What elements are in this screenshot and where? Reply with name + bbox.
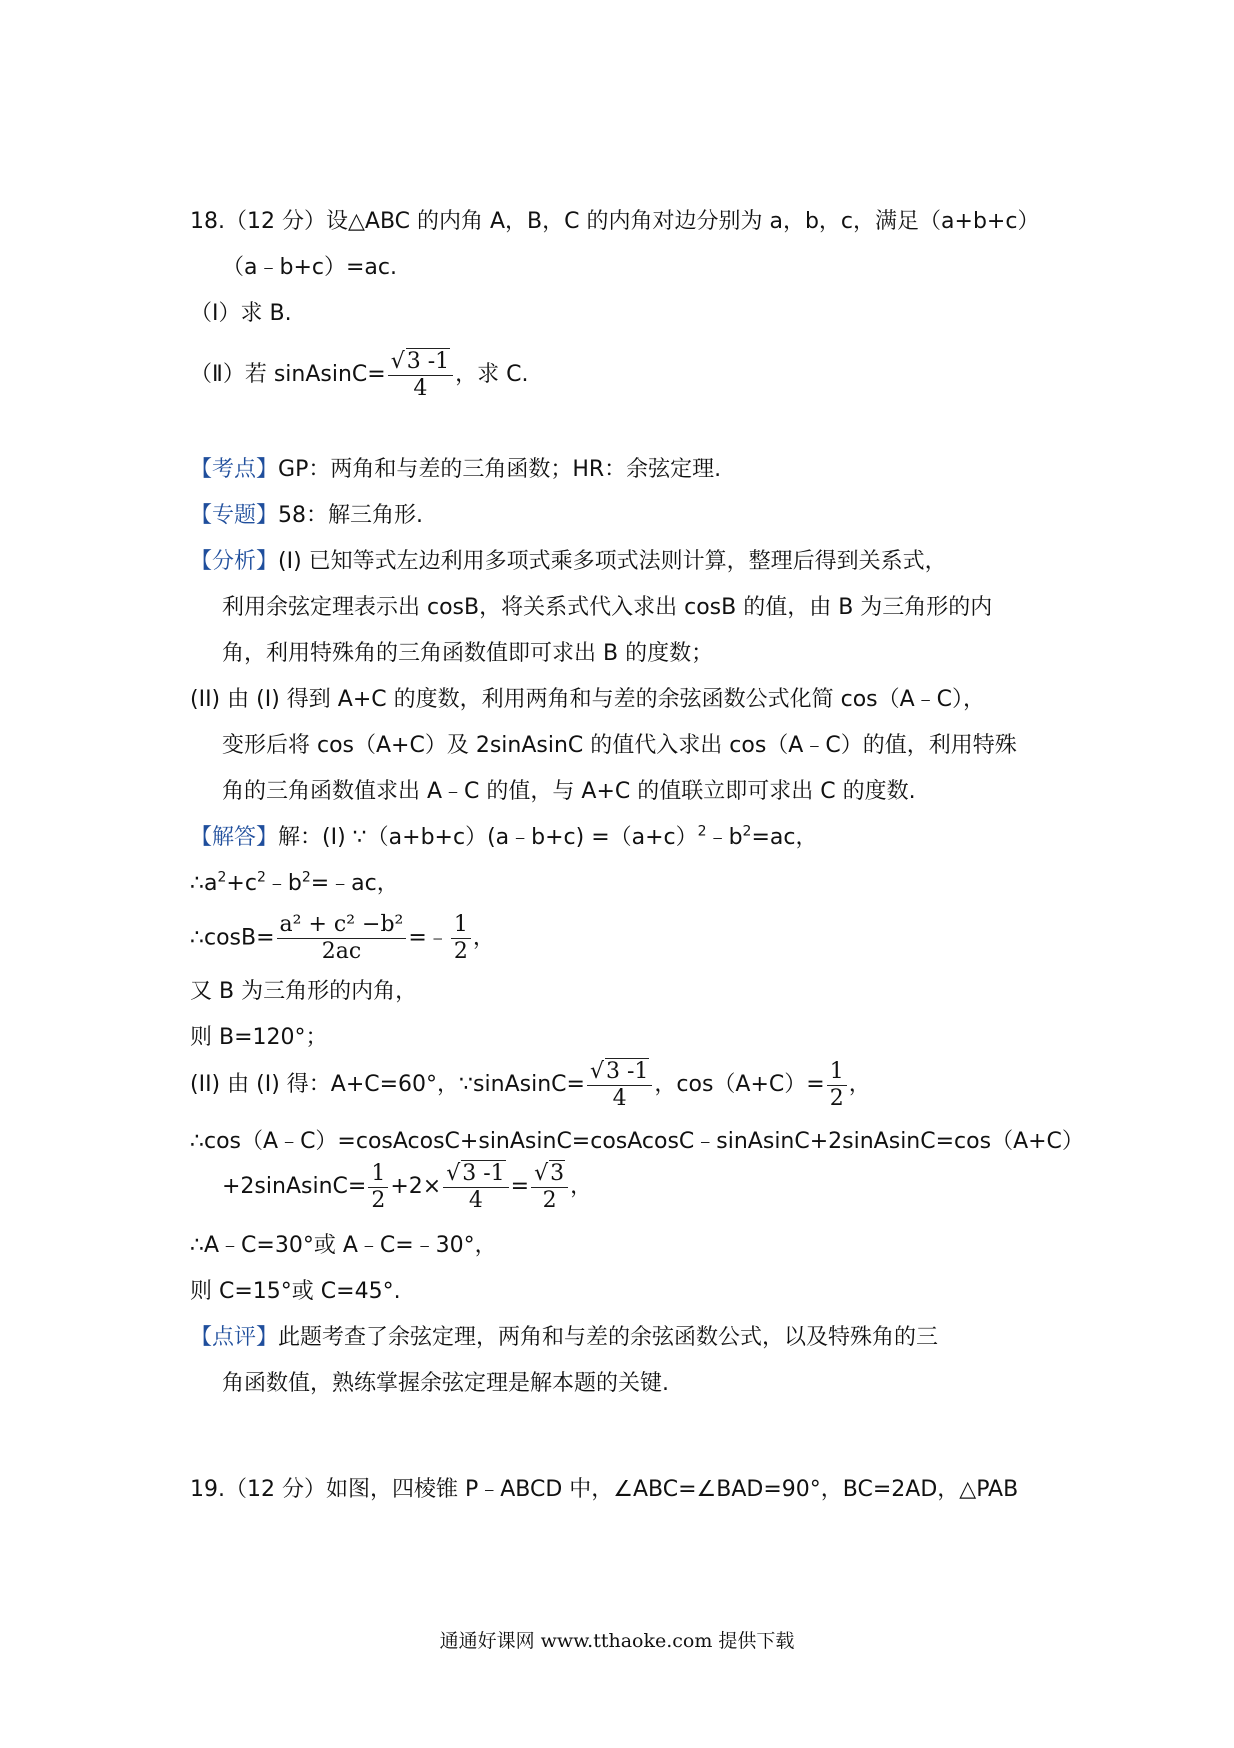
dianping-line-2: 角函数值，熟练掌握余弦定理是解本题的关键. <box>222 1371 669 1396</box>
jieda-line-7: ∴cos（A﹣C）=cosAcosC+sinAsinC=cosAcosC﹣sinAsinC+2sinAsinC=cos（A+C） <box>190 1129 1084 1154</box>
fraction-half <box>827 1059 847 1112</box>
fenxi-line-3: 角，利用特殊角的三角函数值即可求出 B 的度数； <box>222 641 714 666</box>
fraction-numerator: 3 <box>550 1161 565 1186</box>
fraction-numerator: 1 <box>451 912 471 939</box>
fenxi-text-1: (I) 已知等式左边利用多项式乘多项式法则计算，整理后得到关系式， <box>278 549 947 574</box>
sqrt-sign: √ <box>534 1161 549 1186</box>
text: (II) 由 (I) 得：A+C=60°，∵sinAsinC= <box>190 1072 585 1097</box>
text: ﹣b <box>265 871 302 896</box>
q18-part-1: （Ⅰ）求 B. <box>190 301 292 326</box>
q19-line-1: 19.（12 分）如图，四棱锥 P﹣ABCD 中，∠ABC=∠BAD=90°，BC=2AD，△PAB <box>190 1477 1019 1502</box>
fraction-sqrt3-minus1-over4 <box>443 1160 508 1214</box>
sqrt-sign: √ <box>390 349 405 374</box>
jieda-line-2 <box>190 868 399 900</box>
text: = <box>510 1174 530 1199</box>
zhuanti-text: 58：解三角形. <box>278 503 424 528</box>
jieda-tag: 【解答】 <box>190 825 279 850</box>
text: ， <box>472 925 495 951</box>
kaodian-tag: 【考点】 <box>190 457 279 482</box>
fraction-half <box>368 1161 388 1214</box>
fraction-sqrt3-over2 <box>531 1160 568 1214</box>
fraction-sqrt3-minus1-over4 <box>388 348 453 402</box>
text: +2sinAsinC= <box>222 1174 367 1199</box>
fraction-denominator: 2 <box>829 1085 844 1111</box>
text: ， <box>848 1072 871 1097</box>
kaodian-text: GP：两角和与差的三角函数；HR：余弦定理. <box>278 457 722 482</box>
page-footer: 通通好课网 www.tthaoke.com 提供下载 <box>439 1630 795 1652</box>
fraction-cosb <box>277 912 407 965</box>
text: =﹣ <box>408 925 449 951</box>
jieda-line-9: ∴A﹣C=30°或 A﹣C=﹣30°， <box>190 1233 497 1258</box>
fenxi-line-6: 角的三角函数值求出 A﹣C 的值，与 A+C 的值联立即可求出 C 的度数. <box>222 779 916 804</box>
fraction-denominator: 2 <box>371 1187 386 1213</box>
exponent: 2 <box>301 869 311 886</box>
jieda-line-4: 又 B 为三角形的内角， <box>190 979 418 1004</box>
fraction-denominator: 2 <box>542 1188 557 1213</box>
fraction-denominator: 4 <box>413 376 428 401</box>
fraction-numerator: 1 <box>827 1059 847 1086</box>
dianping-tag: 【点评】 <box>190 1325 279 1350</box>
dianping-text-1: 此题考查了余弦定理，两角和与差的余弦函数公式，以及特殊角的三 <box>278 1325 939 1350</box>
dianping-line-1 <box>190 1322 938 1354</box>
fenxi-line-5: 变形后将 cos（A+C）及 2sinAsinC 的值代入求出 cos（A﹣C）的值，利用特殊 <box>222 733 1017 758</box>
q18-part-2-text: （Ⅱ）若 sinAsinC= <box>190 362 386 387</box>
text: +2× <box>390 1174 442 1199</box>
text: ，cos（A+C）= <box>654 1072 825 1097</box>
jieda-text-1c: =ac， <box>751 825 818 850</box>
fenxi-line-1 <box>190 546 947 578</box>
fraction-numerator: 3 -1 <box>462 1161 505 1186</box>
text: ∴cosB= <box>190 925 275 951</box>
fraction-denominator: 2ac <box>321 939 362 964</box>
text: =﹣ac， <box>310 871 399 896</box>
exponent: 2 <box>742 823 752 840</box>
fraction-half <box>451 912 471 965</box>
jieda-line-10: 则 C=15°或 C=45°. <box>190 1279 401 1304</box>
fenxi-line-2: 利用余弦定理表示出 cosB，将关系式代入求出 cosB 的值，由 B 为三角形的内 <box>222 595 993 620</box>
jieda-line-8 <box>222 1160 592 1214</box>
q18-part-2-tail: ，求 C. <box>455 362 529 387</box>
fenxi-tag: 【分析】 <box>190 549 279 574</box>
text: ， <box>570 1174 593 1199</box>
fraction-numerator: a² + c² −b² <box>277 912 407 939</box>
q18-line-2: （a﹣b+c）=ac. <box>222 255 397 280</box>
jieda-line-5: 则 B=120°； <box>190 1025 328 1050</box>
jieda-line-6 <box>190 1058 871 1112</box>
exponent: 2 <box>697 823 707 840</box>
fraction-denominator: 2 <box>453 939 468 964</box>
exponent: 2 <box>256 869 266 886</box>
fraction-numerator: 3 -1 <box>605 1059 649 1084</box>
fraction-denominator: 4 <box>612 1086 627 1111</box>
text: +c <box>226 871 257 896</box>
jieda-line-3 <box>190 912 495 965</box>
zhuanti-line <box>190 500 423 532</box>
q18-line-1: 18.（12 分）设△ABC 的内角 A，B，C 的内角对边分别为 a，b，c，满足（a+b+c） <box>190 209 1040 234</box>
jieda-text-1: 解：(I) ∵（a+b+c）(a﹣b+c) =（a+c） <box>278 825 698 850</box>
q18-part-2 <box>190 348 529 402</box>
jieda-line-1 <box>190 822 817 854</box>
fraction-numerator: 1 <box>368 1161 388 1188</box>
sqrt-sign: √ <box>446 1161 461 1186</box>
sqrt-sign: √ <box>589 1059 604 1084</box>
kaodian-line <box>190 454 721 486</box>
zhuanti-tag: 【专题】 <box>190 503 279 528</box>
fraction-sqrt3-minus1-over4 <box>587 1058 652 1112</box>
text: ∴a <box>190 871 218 896</box>
fenxi-line-4: (II) 由 (I) 得到 A+C 的度数，利用两角和与差的余弦函数公式化简 cos（A﹣C）， <box>190 687 986 712</box>
fraction-numerator: 3 -1 <box>406 349 450 374</box>
fraction-denominator: 4 <box>468 1188 483 1213</box>
jieda-text-1b: ﹣b <box>706 825 743 850</box>
exponent: 2 <box>217 869 227 886</box>
